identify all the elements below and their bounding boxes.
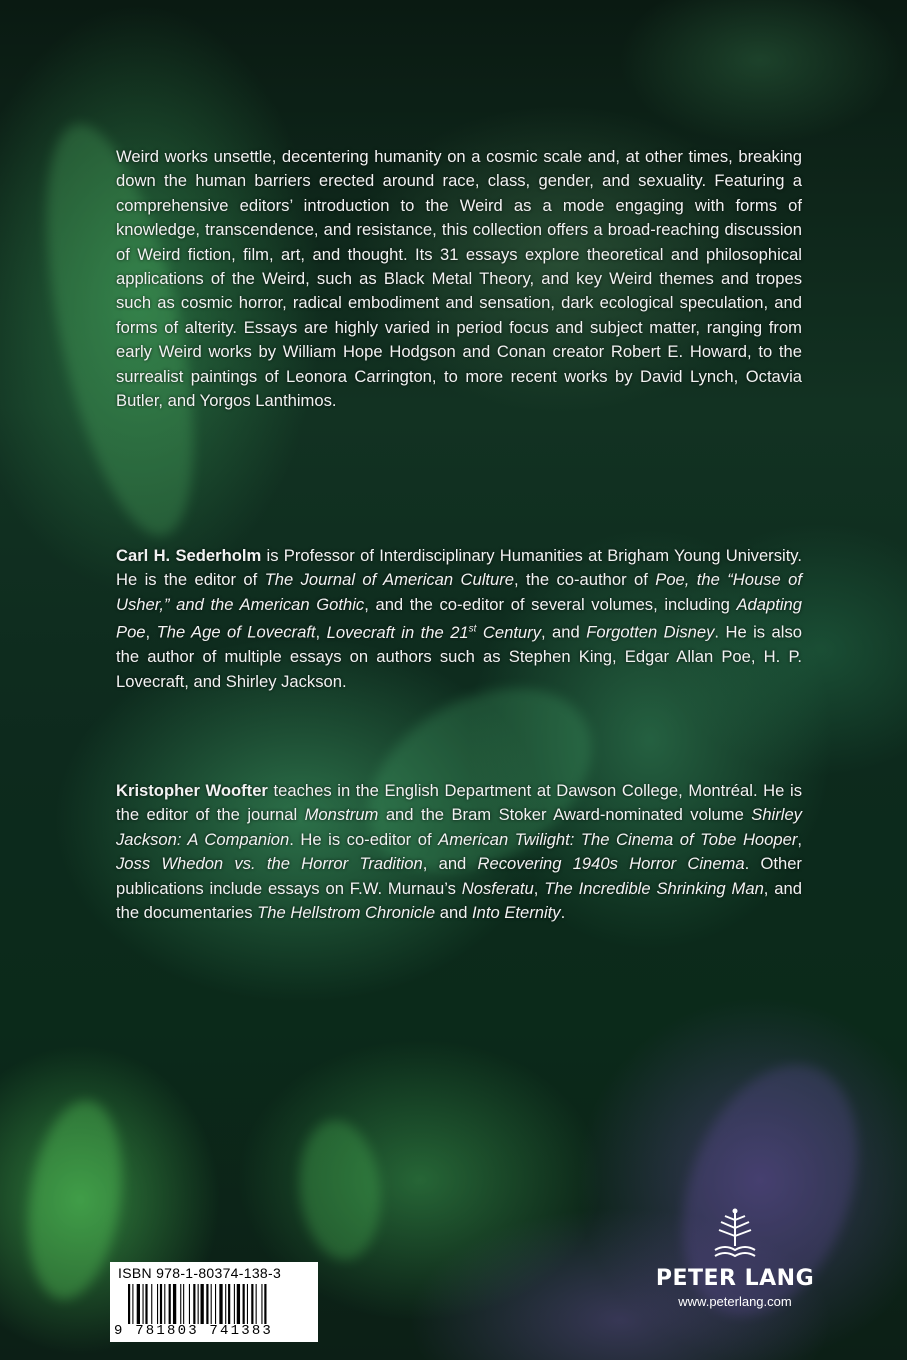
editor-name: Carl H. Sederholm <box>116 546 262 565</box>
bio-text: , the co-author of <box>514 570 656 590</box>
book-title: Recovering 1940s Horror Cinema <box>477 854 745 874</box>
barcode-digits: 9 781803 741383 <box>114 1323 274 1339</box>
barcode-bar <box>157 1284 158 1324</box>
peter-lang-tree-book-icon <box>707 1206 763 1262</box>
ordinal-suffix: st <box>468 623 477 635</box>
barcode-bar <box>234 1284 235 1324</box>
book-blurb <box>116 145 802 413</box>
barcode-bar <box>228 1284 230 1324</box>
book-title <box>327 623 541 642</box>
barcode-bar <box>169 1284 171 1324</box>
editor-bio-woofter <box>116 779 802 925</box>
film-title: Into Eternity <box>472 903 561 923</box>
bio-text: , <box>145 622 157 642</box>
editor-bio-sederholm <box>116 544 802 694</box>
bio-text: , and the documentaries <box>116 878 802 923</box>
barcode-bar <box>206 1284 208 1324</box>
barcode-bar <box>180 1284 181 1324</box>
bio-paragraph <box>116 779 802 925</box>
bio-text: , <box>533 878 545 898</box>
barcode-bar <box>137 1284 140 1324</box>
barcode-bar <box>193 1284 195 1324</box>
barcode-bar <box>132 1284 133 1324</box>
barcode-bar <box>128 1284 130 1324</box>
bio-text: . He is also the author of multiple essays on authors such as Stephen King, Edgar Allan Poe, H. P. Lovecraft, and Shirley Jackson. <box>116 622 802 691</box>
barcode-bar <box>247 1284 248 1324</box>
bio-text: teaches in the English Department at Dawson College, Montréal. He is the editor of the journal <box>116 781 802 825</box>
isbn-label: ISBN 978-1-80374-138-3 <box>118 1265 282 1281</box>
barcode-bar <box>261 1284 262 1324</box>
film-title: Nosferatu <box>461 878 534 898</box>
bio-text: , <box>797 829 802 849</box>
film-title: The Hellstrom Chronicle <box>257 903 436 923</box>
barcode-bar <box>143 1284 144 1324</box>
barcode-bar <box>237 1284 240 1324</box>
publisher-name: PETER LANG <box>655 1266 815 1291</box>
bio-text: . <box>560 903 566 923</box>
barcode-bar <box>198 1284 199 1324</box>
bio-text: , and <box>422 854 478 874</box>
barcode-bar <box>251 1284 253 1324</box>
film-title: The Incredible Shrinking Man <box>544 878 764 898</box>
book-title: American Twilight: The Cinema of Tobe Hooper <box>438 829 798 849</box>
book-title: Shirley Jackson: A Companion <box>116 805 802 849</box>
barcode-bars <box>128 1284 310 1324</box>
bio-text: . Other publications include essays on F.W. Murnau’s <box>116 854 802 898</box>
barcode-bar <box>215 1284 216 1324</box>
publisher-block <box>640 1206 830 1309</box>
barcode-bar <box>145 1284 147 1324</box>
bio-text: , and the co-editor of several volumes, including <box>364 594 737 614</box>
barcode-bar <box>201 1284 204 1324</box>
barcode-bar <box>160 1284 162 1324</box>
barcode-bar <box>211 1284 212 1324</box>
book-title-part: Century <box>476 622 541 642</box>
bio-text: is Professor of Interdisciplinary Humanities at Brigham Young University. He is the editor of <box>116 546 802 590</box>
book-title: Adapting Poe <box>116 594 802 642</box>
barcode-bar <box>225 1284 226 1324</box>
barcode-bar <box>243 1284 245 1324</box>
barcode-bar <box>164 1284 165 1324</box>
bio-text: and the Bram Stoker Award-nominated volume <box>378 805 752 825</box>
barcode-bar <box>219 1284 222 1324</box>
book-title: Joss Whedon vs. the Horror Tradition <box>116 854 423 874</box>
editor-name: Kristopher Woofter <box>116 781 268 800</box>
book-title: Poe, the “House of Usher,” and the American Gothic <box>116 570 802 614</box>
barcode-bar <box>264 1284 266 1324</box>
barcode-bar <box>173 1284 176 1324</box>
book-title: Forgotten Disney <box>586 622 715 642</box>
book-title: The Journal of American Culture <box>264 570 515 590</box>
book-title: The Age of Lovecraft <box>156 622 316 642</box>
bio-text: , <box>315 622 327 642</box>
bio-text: . He is co-editor of <box>289 829 439 849</box>
background-streak <box>293 1116 387 1264</box>
publisher-url[interactable]: www.peterlang.com <box>678 1294 792 1309</box>
barcode-bar <box>151 1284 152 1324</box>
barcode-bar <box>189 1284 190 1324</box>
blurb-paragraph: Weird works unsettle, decentering humanity on a cosmic scale and, at other times, breaking down the human barriers erected around race, class, gender, and sexuality. Featuring a comprehensive editors’ introduction to the Weird as a mode engaging with forms of knowledge, transcendence, and resistance, this collection offers a broad-reaching discussion of Weird fiction, film, art, and thought. Its 31 essays explore theoretical and philosophical applications of the Weird, such as Black Metal Theory, and key Weird themes and tropes such as cosmic horror, radical embodiment and sensation, dark ecological speculation, and forms of alterity. Essays are highly varied in period focus and subject matter, ranging from early Weird works by William Hope Hodgson and Conan creator Robert E. Howard, to the surrealist paintings of Leonora Carrington, to more recent works by David Lynch, Octavia Butler, and Yorgos Lanthimos. <box>116 147 802 411</box>
bio-text: , and <box>541 622 587 642</box>
journal-title: Monstrum <box>304 805 379 825</box>
isbn-barcode <box>110 1262 318 1342</box>
bio-paragraph <box>116 544 802 694</box>
book-title-part: Lovecraft in the 21 <box>326 622 469 642</box>
barcode-bar <box>256 1284 257 1324</box>
barcode-bar <box>183 1284 184 1324</box>
bio-text: and <box>435 903 473 923</box>
